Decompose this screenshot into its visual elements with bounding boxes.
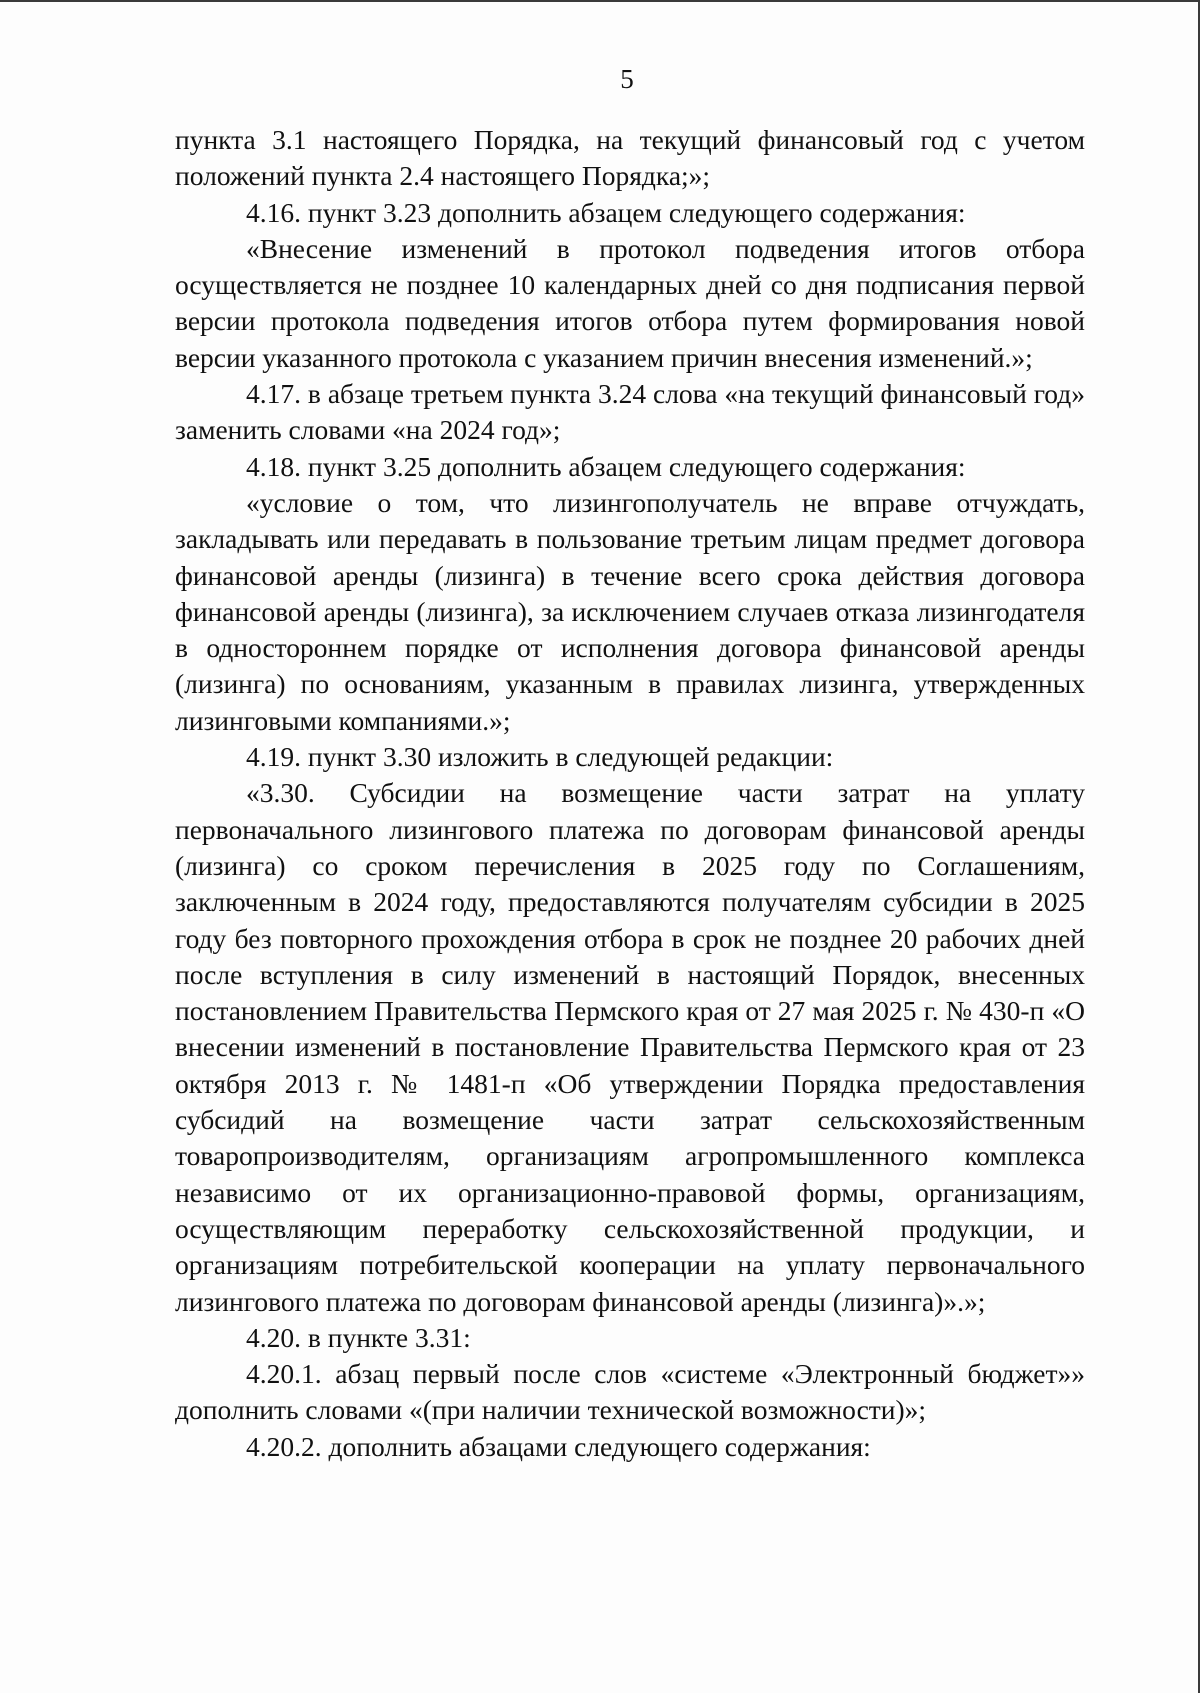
page-number: 5: [620, 64, 634, 94]
document-body: [175, 122, 1085, 1465]
paragraph-4-18: 4.18. пункт 3.25 дополнить абзацем следующего содержания:: [246, 450, 966, 482]
paragraph-4-16: 4.16. пункт 3.23 дополнить абзацем следующего содержания:: [246, 196, 966, 228]
paragraph-4-20-2: 4.20.2. дополнить абзацами следующего содержания:: [246, 1430, 871, 1462]
paragraph-quote-3-30: «3.30. Субсидии на возмещение части затрат на уплату первоначального лизингового платежа по договорам финансовой аренды (лизинга) со сроком перечисления в 2025 году по Соглашениям, заключенным в 2024 году, предоставляются получателям субсидии в 2025 году без повторного прохождения отбора в срок не позднее 20 рабочих дней после вступления в силу изменений в настоящий Порядок, внесенных постановлением Правительства Пермского края от 27 мая 2025 г. № 430-п «О внесении изменений в постановление Правительства Пермского края от 23 октября 2013 г. № 1481-п «Об утверждении Порядка предоставления субсидий на возмещение части затрат сельскохозяйственным товаропроизводителям, организациям агропромышленного комплекса независимо от их организационно-правовой формы, организациям, осуществляющим переработку сельскохозяйственной продукции, и организациям потребительской кооперации на уплату первоначального лизингового платежа по договорам финансовой аренды (лизинга)».»;: [175, 777, 1085, 1317]
paragraph-quote-3-23: «Внесение изменений в протокол подведения итогов отбора осуществляется не позднее 10 календарных дней со дня подписания первой версии протокола подведения итогов отбора путем формирования новой версии указанного протокола с указанием причин внесения изменений.»;: [175, 232, 1085, 373]
paragraph-quote-3-25: «условие о том, что лизингополучатель не вправе отчуждать, закладывать или передавать в пользование третьим лицам предмет договора финансовой аренды (лизинга) в течение всего срока действия договора финансовой аренды (лизинга), за исключением случаев отказа лизингодателя в одностороннем порядке от исполнения договора финансовой аренды (лизинга) по основаниям, указанным в правилах лизинга, утвержденных лизинговыми компаниями.»;: [175, 486, 1085, 736]
paragraph-4-20: 4.20. в пункте 3.31:: [246, 1321, 471, 1353]
paragraph-4-20-1: 4.20.1. абзац первый после слов «системе «Электронный бюджет»» дополнить словами «(при наличии технической возможности)»;: [175, 1358, 1085, 1426]
paragraph-4-19: 4.19. пункт 3.30 изложить в следующей редакции:: [246, 741, 834, 773]
paragraph-continuation: пункта 3.1 настоящего Порядка, на текущий финансовый год с учетом положений пункта 2.4 настоящего Порядка;»;: [175, 124, 1085, 192]
paragraph-4-17: 4.17. в абзаце третьем пункта 3.24 слова «на текущий финансовый год» заменить словами «на 2024 год»;: [175, 378, 1085, 446]
